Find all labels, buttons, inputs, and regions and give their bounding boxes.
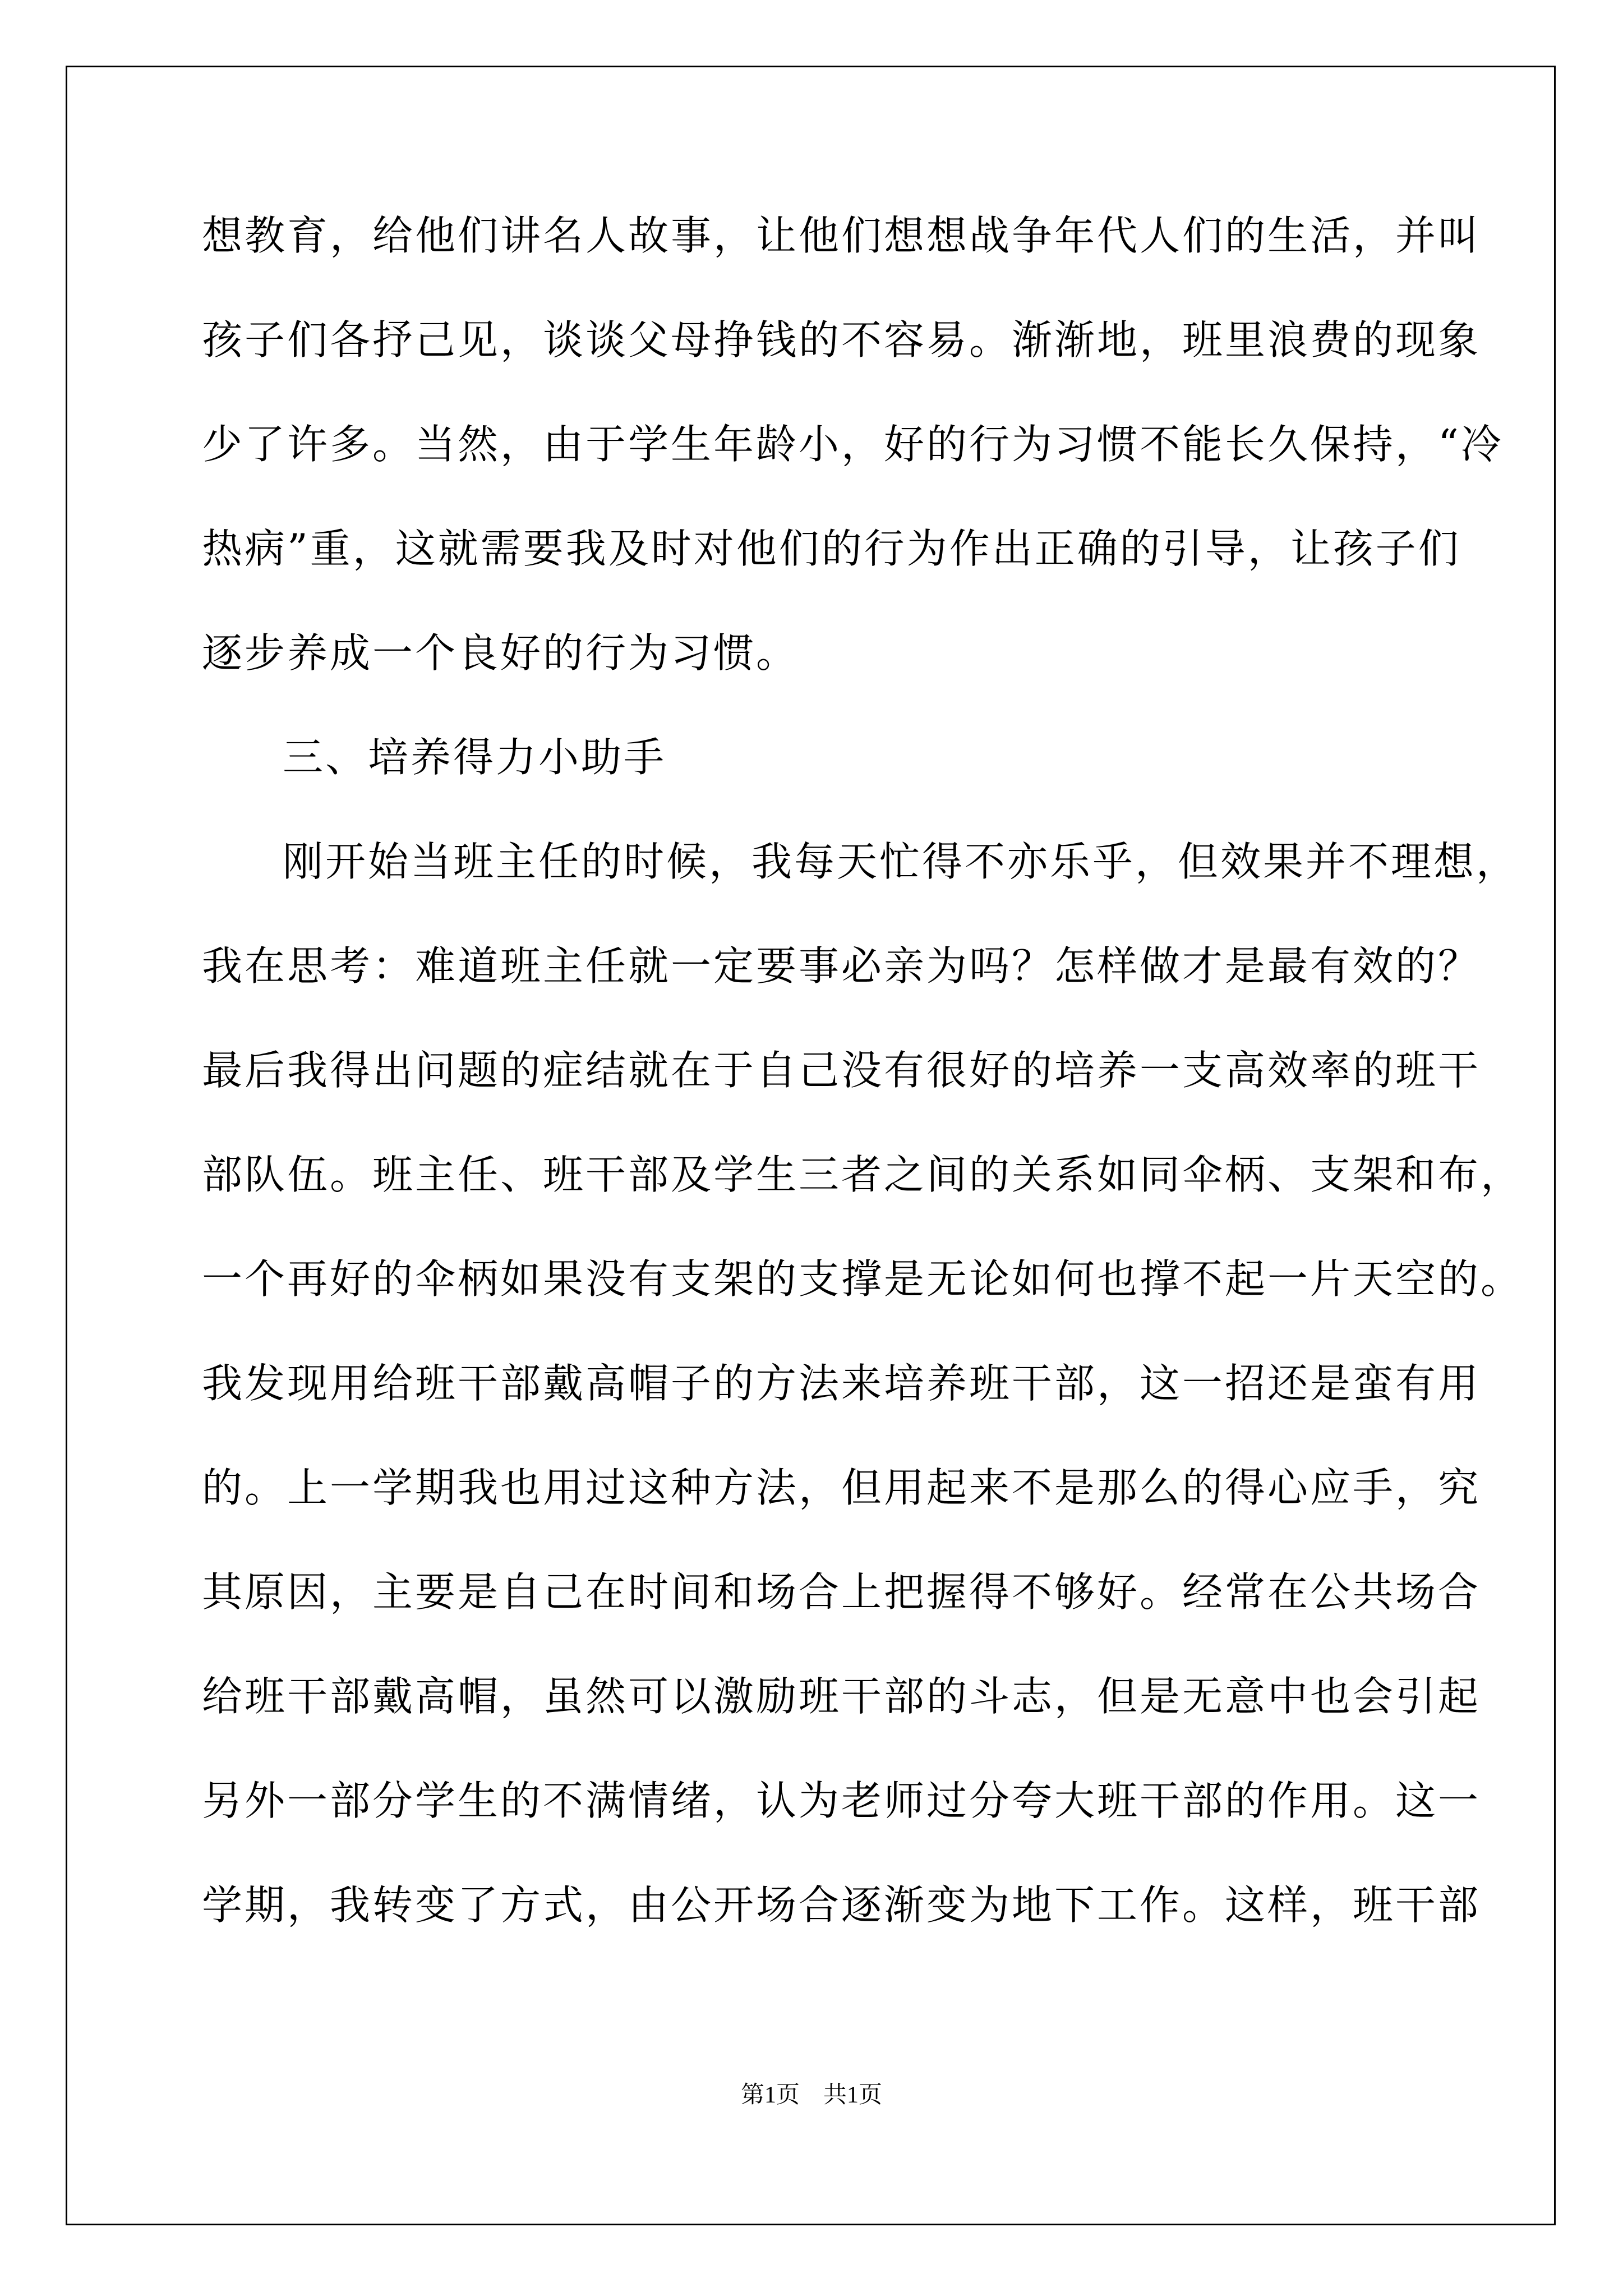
paragraph-line: 刚开始当班主任的时候，我每天忙得不亦乐乎，但效果并不理想， [283,838,1519,885]
section-heading: 三、培养得力小助手 [283,734,667,781]
paragraph-line: 的。上一学期我也用过这种方法，但用起来不是那么的得心应手，究 [202,1464,1481,1511]
paragraph-line: 热病”重，这就需要我及时对他们的行为作出正确的引导，让孩子们 [202,525,1461,572]
paragraph-line: 一个再好的伞柄如果没有支架的支撑是无论如何也撑不起一片天空的。 [202,1255,1524,1303]
paragraph-line: 其原因，主要是自己在时间和场合上把握得不够好。经常在公共场合 [202,1568,1481,1616]
paragraph-line: 另外一部分学生的不满情绪，认为老师过分夸大班干部的作用。这一 [202,1777,1481,1824]
page-footer: 第1页 共1页 [740,2082,882,2108]
paragraph-line: 部队伍。班主任、班干部及学生三者之间的关系如同伞柄、支架和布， [202,1151,1524,1198]
paragraph-line: 孩子们各抒己见，谈谈父母挣钱的不容易。渐渐地，班里浪费的现象 [202,316,1481,364]
paragraph-line: 给班干部戴高帽，虽然可以激励班干部的斗志，但是无意中也会引起 [202,1673,1481,1720]
paragraph-line: 最后我得出问题的症结就在于自己没有很好的培养一支高效率的班干 [202,1047,1481,1094]
paragraph-line: 想教育，给他们讲名人故事，让他们想想战争年代人们的生活，并叫 [202,212,1481,259]
paragraph-line: 少了许多。当然，由于学生年龄小，好的行为习惯不能长久保持，“冷 [202,421,1504,468]
paragraph-line: 逐步养成一个良好的行为习惯。 [202,629,799,677]
paragraph-line: 我在思考：难道班主任就一定要事必亲为吗？怎样做才是最有效的？ [202,942,1481,990]
paragraph-line: 学期，我转变了方式，由公开场合逐渐变为地下工作。这样，班干部 [202,1881,1481,1929]
paragraph-line: 我发现用给班干部戴高帽子的方法来培养班干部，这一招还是蛮有用 [202,1360,1481,1407]
